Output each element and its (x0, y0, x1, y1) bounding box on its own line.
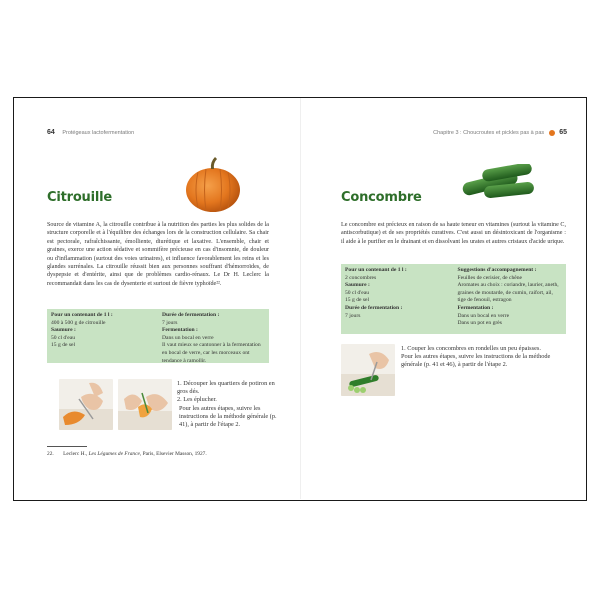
box-value: 50 cl d'eau (345, 289, 369, 296)
box-label: Fermentation : (162, 327, 198, 334)
box-value: 400 à 500 g de citrouille (51, 319, 106, 326)
title-citrouille: Citrouille (47, 190, 112, 205)
box-label: Saumure : (345, 282, 370, 289)
concombre-box-col-1 (341, 264, 454, 334)
step-text: 1. Découper les quartiers de potiron en gros dés. (177, 380, 275, 396)
box-label: Suggestions d'accompagnement : (457, 267, 537, 273)
right-header-text: Chapitre 3 : Choucroutes et pickles pas à pas (433, 130, 545, 136)
title-concombre: Concombre (341, 190, 422, 205)
box-label: Durée de fermentation : (162, 312, 220, 318)
step-photo-cutting-pumpkin (59, 379, 113, 430)
pumpkin-image (184, 154, 242, 214)
step-photo-peeling-pumpkin (118, 379, 172, 430)
footnote (47, 451, 207, 457)
box-value: Dans un bocal en verre (457, 312, 510, 319)
box-value: Aromates au choix : coriandre, laurier, aneth, graines de moutarde, de cumin, raifort, ail, tige de fenouil, estragon (457, 282, 559, 304)
left-page-header (47, 129, 134, 136)
citrouille-steps (177, 380, 277, 429)
step-text: 1. Couper les concombres en rondelles un peu épaisses. (401, 345, 541, 352)
box-value: Dans un bocal en verre (162, 334, 214, 341)
step-photo-slicing-cucumber (341, 344, 395, 396)
footnote-author: Leclerc H., (63, 451, 89, 457)
box-label: Pour un contenant de 1 l : (345, 267, 407, 273)
box-value: 7 jours (345, 312, 361, 319)
step-text: Pour les autres étapes, suivre les instructions de la méthode générale (p. 41 et 46), à partir de l'étape 2. (401, 353, 551, 369)
box-label: Pour un contenant de 1 l : (51, 312, 113, 318)
citrouille-info-box (47, 309, 269, 363)
concombre-box-col-2 (454, 264, 567, 334)
box-label: Durée de fermentation : (345, 304, 403, 311)
citrouille-box-col-2 (158, 309, 269, 363)
citrouille-box-col-1 (47, 309, 158, 363)
left-page-number: 64 (47, 129, 55, 136)
concombre-info-box (341, 264, 566, 334)
book-spread (13, 97, 587, 501)
box-value: 15 g de sel (345, 297, 370, 304)
box-value: 2 concombres (345, 274, 377, 281)
footnote-rest: , Paris, Elsevier Masson, 1927. (139, 451, 207, 457)
left-page (14, 98, 300, 499)
box-value: Il vaut mieux se cantonner à la fermentation en bocal de verre, car les morceaux ont tendance à ramollir. (162, 342, 261, 364)
box-value: Dans un pot en grès (457, 320, 502, 327)
pumpkin-icon (549, 130, 555, 136)
right-page (301, 98, 587, 499)
box-value: 7 jours (162, 319, 178, 326)
right-page-header (433, 129, 567, 136)
footnote-divider (47, 446, 87, 447)
step-text: 2. Les éplucher. (177, 396, 217, 404)
left-header-text: Protégeaux lactofermentation (62, 130, 135, 136)
citrouille-paragraph: Source de vitamine A, la citrouille contribue à la nutrition des parties les plus solides de la structure corporelle et à l'équilibre des échanges lors de la construction cellulaire. Sa chair est pectorale, rafraîchissante, émolliente, diurétique et laxative. L'ensemble, chair et graines, exerce une action sédative et sommifère précieuse en cas d'insomnie, de douleur ou d'inflammation (surtout des voies urinaires), et influence favorablement les reins et les glandes surrénales. La citrouille réussit bien aux personnes souffrant d'hémorroïdes, de dyspepsie et d'entérite, ainsi que de problèmes cardio-rénaux. Le Dr H. Leclerc la recommandait dans les cas de dysenterie et surtout de fièvre typhoïde²². (47, 222, 269, 287)
box-value: 50 cl d'eau (51, 334, 75, 341)
box-label: Saumure : (51, 327, 76, 334)
box-label: Fermentation : (457, 304, 494, 311)
box-value: 15 g de sel (51, 342, 76, 349)
box-value: Feuilles de cerisier, de chêne (457, 274, 523, 281)
right-page-number: 65 (559, 129, 567, 136)
concombre-steps (401, 345, 566, 370)
step-text: Pour les autres étapes, suivre les instructions de la méthode générale (p. 41), à partir de l'étape 2. (179, 404, 277, 429)
footnote-book-title: Les Légumes de France (88, 451, 140, 457)
footnote-number: 22. (47, 451, 54, 457)
concombre-paragraph: Le concombre est précieux en raison de sa haute teneur en vitamines (surtout la vitamine C, antiscorbutique) et de ses propriétés curatives. C'est aussi un désintoxicant de l'organisme : il aide à le purifier en le drainant et en dissolvant les urates et autres cristaux d'acide urique. (341, 222, 566, 245)
cucumber-image (458, 164, 536, 202)
